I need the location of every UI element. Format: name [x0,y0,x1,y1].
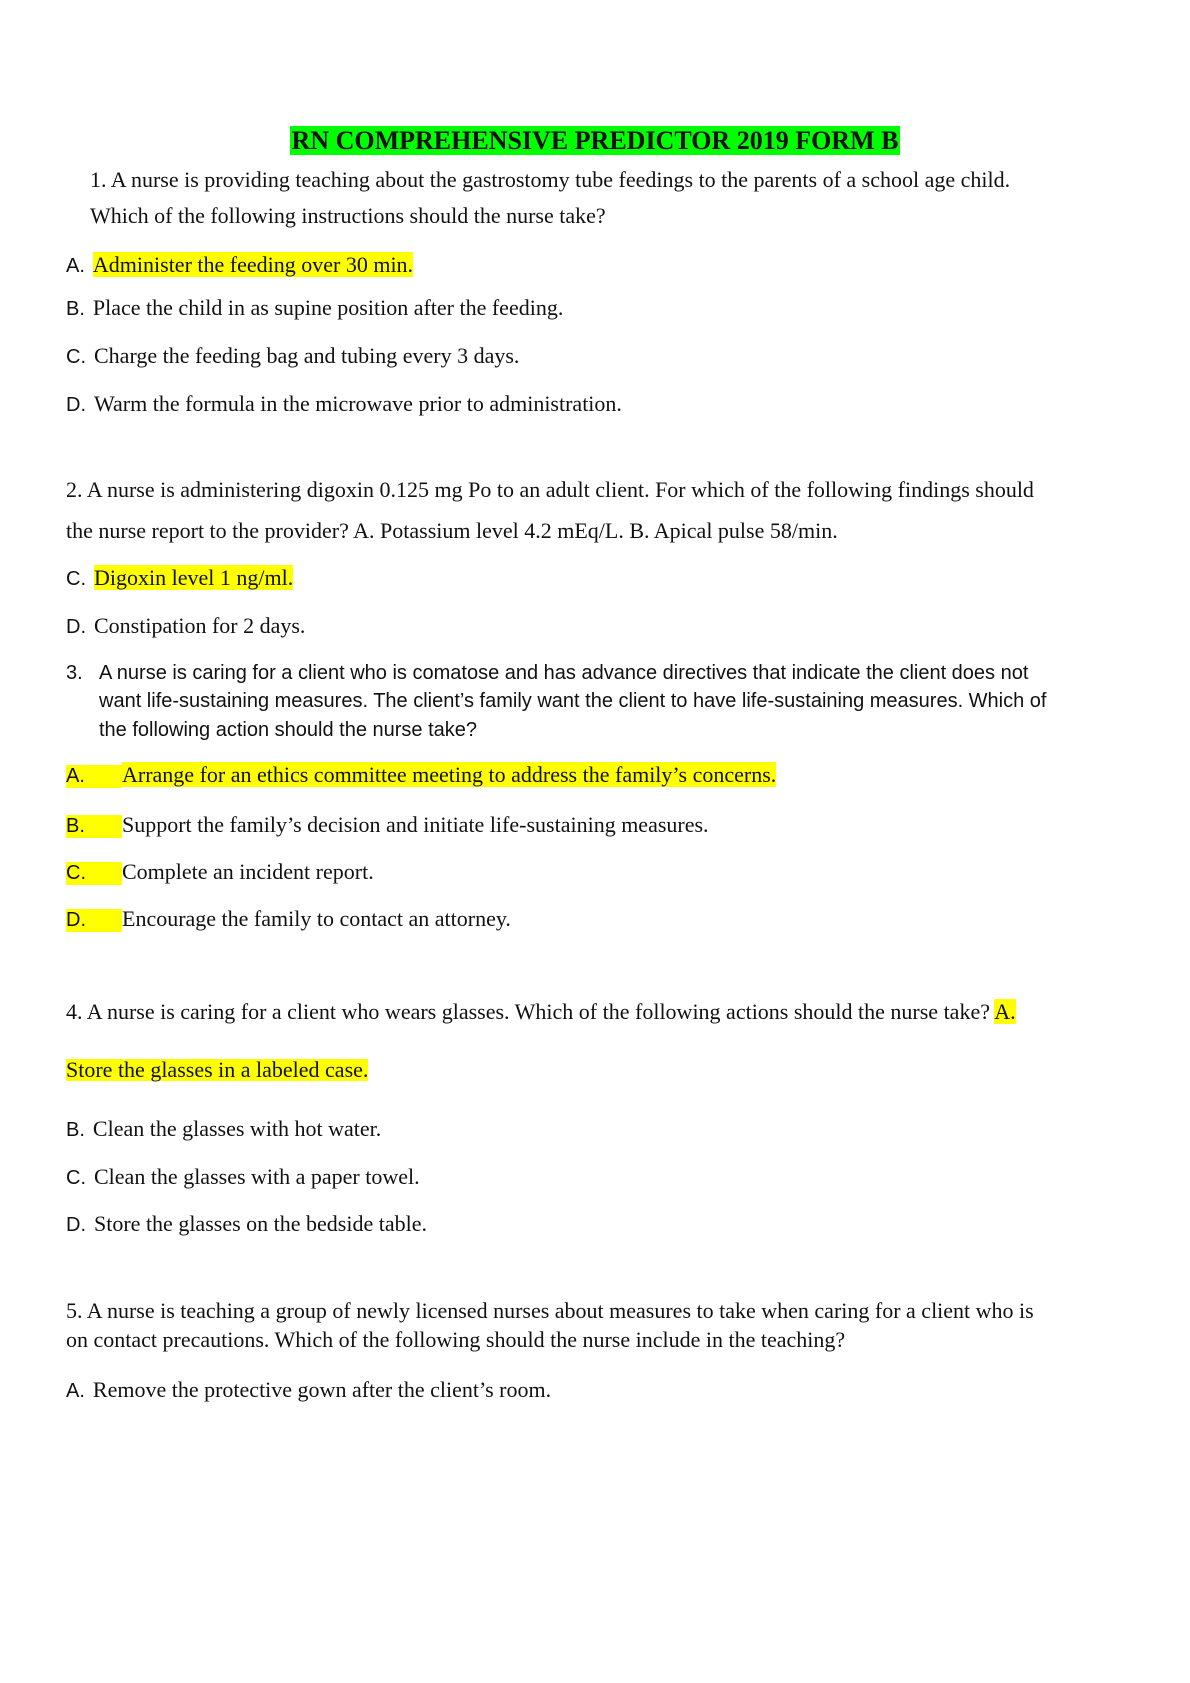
option-label: D. [66,616,86,638]
question-3-number: 3. [66,662,83,684]
question-3-option-d [66,908,511,932]
question-4-option-c [66,1166,420,1190]
question-1-option-c [66,345,519,369]
option-label: D. [66,909,122,932]
option-label: B. [66,298,85,320]
correct-answer: Arrange for an ethics committee meeting to address the family’s concerns. [122,762,777,787]
question-1-option-a [66,254,413,278]
option-label: B. [66,815,122,838]
option-text: Charge the feeding bag and tubing every 3 days. [94,343,520,368]
question-3-text-line3: the following action should the nurse take? [99,719,478,741]
option-label: C. [66,862,122,885]
option-label: A. [66,255,85,277]
option-text: Clean the glasses with a paper towel. [94,1164,420,1189]
question-3-option-a [66,764,776,788]
option-label: C. [66,1167,86,1189]
question-4-text-line1 [66,1001,1016,1023]
correct-answer: Store the glasses in a labeled case. [66,1057,369,1082]
page-title: RN COMPREHENSIVE PREDICTOR 2019 FORM B [291,126,899,155]
option-text: Support the family’s decision and initiate life-sustaining measures. [122,812,709,837]
question-1-text-line1: 1. A nurse is providing teaching about the gastrostomy tube feedings to the parents of a school age child. [90,167,1011,192]
question-2-option-d [66,615,305,639]
question-5-text-line2: on contact precautions. Which of the following should the nurse include in the teaching? [66,1327,846,1352]
question-5-option-a [66,1379,551,1403]
correct-answer-label: A. [994,999,1016,1024]
question-1-text-line2: Which of the following instructions should the nurse take? [90,203,606,228]
option-text: Place the child in as supine position after the feeding. [92,295,564,320]
question-3-option-b [66,814,709,838]
option-label: D. [66,394,86,416]
option-text: Remove the protective gown after the client’s room. [92,1377,552,1402]
question-2-text-line2: the nurse report to the provider? A. Potassium level 4.2 mEq/L. B. Apical pulse 58/min. [66,518,838,543]
question-4-stem: 4. A nurse is caring for a client who wears glasses. Which of the following actions should the nurse take? [66,999,990,1024]
question-4-option-b [66,1118,381,1142]
option-label: C. [66,568,86,590]
question-2-option-c [66,567,293,591]
correct-answer: Administer the feeding over 30 min. [92,252,414,277]
question-5-text-line1: 5. A nurse is teaching a group of newly licensed nurses about measures to take when caring for a client who is [66,1298,1034,1323]
option-label: A. [66,1380,85,1402]
question-3-option-c [66,861,374,885]
option-text: Encourage the family to contact an attorney. [122,906,511,931]
question-1-option-b [66,297,563,321]
option-label: C. [66,346,86,368]
correct-answer: Digoxin level 1 ng/ml. [94,565,294,590]
question-4-option-d [66,1213,427,1237]
question-3-text-line2: want life-sustaining measures. The client’s family want the client to have life-sustaining measures. Which of [99,690,1047,712]
option-text: Complete an incident report. [122,859,374,884]
question-2-text-line1: 2. A nurse is administering digoxin 0.125 mg Po to an adult client. For which of the following findings should [66,477,1034,502]
option-text: Warm the formula in the microwave prior to administration. [94,391,622,416]
option-text: Constipation for 2 days. [94,613,306,638]
option-label: D. [66,1214,86,1236]
question-1-option-d [66,393,622,417]
option-text: Store the glasses on the bedside table. [94,1211,427,1236]
option-label: B. [66,1119,85,1141]
option-label: A. [66,765,122,788]
question-3-text-line1: A nurse is caring for a client who is comatose and has advance directives that indicate the client does not [99,662,1029,684]
option-text: Clean the glasses with hot water. [92,1116,382,1141]
